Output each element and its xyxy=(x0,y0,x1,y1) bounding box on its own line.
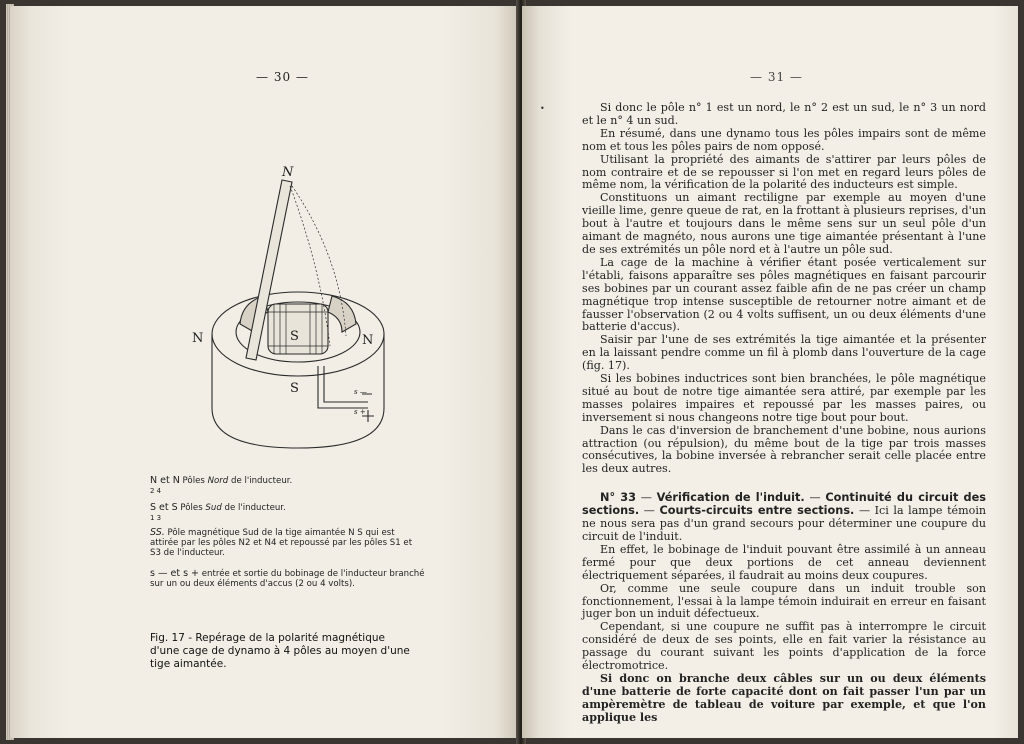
paragraph: Utilisant la propriété des aimants de s'attirer par leurs pôles de nom contraire et de se repousser si l'on met en regard leurs pôles de même nom, la vérification de la polarité des inducteurs est simple. xyxy=(582,152,986,192)
paragraph: Constituons un aimant rectiligne par exemple au moyen d'une vieille lime, genre queue de rat, en la frottant à plusieurs reprises, d'un bout à l'autre et toujours dans le même sens sur un seul pôle d'un aimant de magnéto, nous aurons une tige aimantée présentant à l'une de ses extrémités un pôle nord et à l'autre un pôle sud. xyxy=(582,191,986,256)
margin-dot: • xyxy=(540,104,545,113)
paragraph: Dans le cas d'inversion de branchement d'une bobine, nous aurions attraction (ou répulsion), du même bout de la tige par trois masses consécutives, la bobine inversée à rebrancher serait celle placée entre les deux autres. xyxy=(582,423,986,476)
paragraph: En résumé, dans une dynamo tous les pôles impairs sont de même nom et tous les pôles pairs de nom opposé. xyxy=(582,126,986,153)
fig-label-n-right: N xyxy=(362,333,374,348)
fig-label-s-bottom: S xyxy=(290,381,299,396)
fig-label-s-plus: s + xyxy=(354,408,366,416)
figure-caption: Fig. 17 - Repérage de la polarité magnétique d'une cage de dynamo à 4 pôles au moyen d'une tige aimantée. xyxy=(150,632,410,670)
legend-item-s: s — et s + entrée et sortie du bobinage de l'inducteur branché sur un ou deux éléments d'accus (2 ou 4 volts). xyxy=(150,568,425,589)
paragraph: En effet, le bobinage de l'induit pouvant être assimilé à un anneau fermé pour que deux portions de cet anneau deviennent électriquement séparées, il faudrait au moins deux coupures. xyxy=(582,542,986,582)
legend-item-nord: N et N Pôles Nord de l'inducteur. 2 4 xyxy=(150,475,293,495)
paragraph: Si donc on branche deux câbles sur un ou deux éléments d'une batterie de forte capacité dont on fait passer l'un par un ampèremètre de tableau de voiture par exemple, et que l'on applique les xyxy=(582,671,986,724)
fig-label-n-top: N xyxy=(282,165,294,180)
paragraph: Or, comme une seule coupure dans un induit trouble son fonctionnement, l'essai à la lampe témoin induirait en erreur en faisant juger bon un induit défectueux. xyxy=(582,581,986,621)
figure-dynamo-cage xyxy=(190,146,390,466)
fig-label-n-left: N xyxy=(192,331,204,346)
paragraph: Cependant, si une coupure ne suffit pas à interrompre le circuit considéré de deux de ses points, elle en fait varier la résistance au passage du courant suivant les points d'application de la force électromotrice. xyxy=(582,620,986,673)
page-number-left: — 30 — xyxy=(256,70,309,84)
page-number-right: — 31 — xyxy=(750,70,803,84)
legend-item-ss: SS. Pôle magnétique Sud de la tige aimantée N S qui est attirée par les pôles N2 et N4 et repoussé par les pôles S1 et S3 de l'inducteur. xyxy=(150,527,413,558)
fig-label-s-center: S xyxy=(290,329,299,344)
left-page xyxy=(10,6,518,738)
body-text xyxy=(582,102,986,725)
paragraph: La cage de la machine à vérifier étant posée verticalement sur l'établi, faisons apparaître ses pôles magnétiques en faisant parcourir ses bobines par un courant assez faible afin de ne pas créer un champ magnétique trop intense susceptible de retourner notre aimant et de fausser l'observation (2 ou 4 volts suffisent, un ou deux éléments d'une batterie d'accus). xyxy=(582,255,986,334)
fig-label-s-minus: s — xyxy=(354,388,367,396)
paragraph: Si les bobines inductrices sont bien branchées, le pôle magnétique situé au bout de notre tige aimantée sera attiré, par exemple par les masses polaires impaires et repoussé par les masses paires, ou inversement si nous changeons notre tige bout pour bout. xyxy=(582,372,986,424)
paragraph: Si donc le pôle n° 1 est un nord, le n° 2 est un sud, le n° 3 un nord et le n° 4 un sud. xyxy=(582,101,986,127)
section-heading: N° 33 — Vérification de l'induit. — Continuité du circuit des sections. — Courts-circuits entre sections. — Ici la lampe témoin ne nous sera pas d'un grand secours pour déterminer une coupure du circuit de l'induit. xyxy=(582,491,987,543)
paragraph: Saisir par l'une de ses extrémités la tige aimantée et la présenter en la laissant pendre comme un fil à plomb dans l'ouverture de la cage (fig. 17). xyxy=(582,333,986,373)
right-page xyxy=(522,6,1018,738)
legend-item-sud: S et S Pôles Sud de l'inducteur. 1 3 xyxy=(150,502,286,522)
